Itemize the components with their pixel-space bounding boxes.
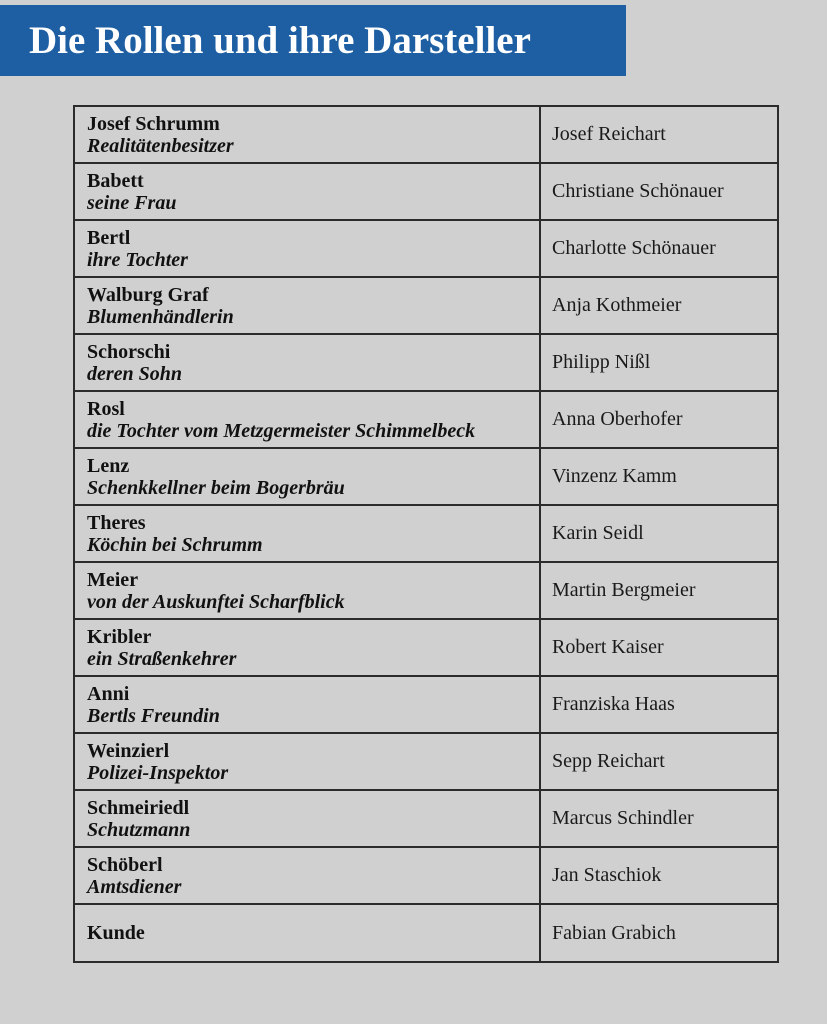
role-cell [74, 562, 540, 619]
actor-cell [540, 505, 778, 562]
role-description: deren Sohn [87, 362, 183, 385]
role-name: Kribler [87, 625, 152, 648]
role-name: Schöberl [87, 853, 163, 876]
actor-cell [540, 562, 778, 619]
actor-name: Marcus Schindler [552, 807, 694, 829]
actor-name: Jan Staschiok [552, 864, 662, 886]
role-description: Polizei-Inspektor [87, 761, 229, 784]
role-description: seine Frau [87, 191, 177, 214]
role-name: Schmeiriedl [87, 796, 190, 819]
role-description: Amtsdiener [87, 875, 182, 898]
actor-cell [540, 904, 778, 962]
role-name: Schorschi [87, 340, 171, 363]
actor-name: Christiane Schönauer [552, 180, 724, 202]
table-row [74, 619, 778, 676]
role-name: Bertl [87, 226, 131, 249]
actor-cell [540, 163, 778, 220]
role-cell [74, 619, 540, 676]
table-row [74, 676, 778, 733]
actor-cell [540, 220, 778, 277]
actor-name: Sepp Reichart [552, 750, 665, 772]
role-description: von der Auskunftei Scharfblick [87, 590, 345, 613]
role-cell [74, 448, 540, 505]
role-cell [74, 391, 540, 448]
cast-table [73, 105, 779, 963]
table-row [74, 790, 778, 847]
actor-cell [540, 847, 778, 904]
table-row [74, 106, 778, 163]
role-description: die Tochter vom Metzgermeister Schimmelbeck [87, 419, 476, 442]
table-row [74, 391, 778, 448]
role-cell [74, 505, 540, 562]
table-row [74, 904, 778, 962]
role-name: Rosl [87, 397, 125, 420]
page-title: Die Rollen und ihre Darsteller [29, 19, 531, 62]
role-cell [74, 733, 540, 790]
role-cell [74, 163, 540, 220]
actor-name: Robert Kaiser [552, 636, 664, 658]
role-cell [74, 676, 540, 733]
table-row [74, 505, 778, 562]
role-name: Lenz [87, 454, 130, 477]
actor-cell [540, 676, 778, 733]
actor-cell [540, 448, 778, 505]
role-description: Köchin bei Schrumm [87, 533, 263, 556]
role-cell [74, 904, 540, 962]
role-name: Meier [87, 568, 139, 591]
table-row [74, 847, 778, 904]
role-description: ein Straßenkehrer [87, 647, 237, 670]
role-description: Realitätenbesitzer [87, 134, 234, 157]
actor-name: Josef Reichart [552, 123, 666, 145]
title-banner [0, 5, 626, 76]
cast-table-body [74, 106, 778, 962]
role-name: Babett [87, 169, 144, 192]
role-name: Anni [87, 682, 130, 705]
role-name: Josef Schrumm [87, 112, 220, 135]
role-description: Schenkkellner beim Bogerbräu [87, 476, 345, 499]
role-cell [74, 847, 540, 904]
actor-cell [540, 334, 778, 391]
actor-cell [540, 790, 778, 847]
table-row [74, 220, 778, 277]
role-name: Walburg Graf [87, 283, 209, 306]
role-cell [74, 334, 540, 391]
role-description: Bertls Freundin [87, 704, 220, 727]
role-cell [74, 220, 540, 277]
actor-name: Anna Oberhofer [552, 408, 683, 430]
actor-name: Franziska Haas [552, 693, 675, 715]
actor-cell [540, 733, 778, 790]
role-cell [74, 277, 540, 334]
actor-cell [540, 391, 778, 448]
role-description: ihre Tochter [87, 248, 188, 271]
actor-name: Vinzenz Kamm [552, 465, 677, 487]
role-description: Schutzmann [87, 818, 191, 841]
table-row [74, 448, 778, 505]
table-row [74, 733, 778, 790]
actor-cell [540, 106, 778, 163]
role-name: Kunde [87, 922, 145, 944]
actor-cell [540, 619, 778, 676]
role-name: Weinzierl [87, 739, 170, 762]
actor-cell [540, 277, 778, 334]
actor-name: Philipp Nißl [552, 351, 651, 373]
role-name: Theres [87, 511, 146, 534]
table-row [74, 277, 778, 334]
table-row [74, 163, 778, 220]
table-row [74, 562, 778, 619]
actor-name: Charlotte Schönauer [552, 237, 716, 259]
role-cell [74, 790, 540, 847]
table-row [74, 334, 778, 391]
role-cell [74, 106, 540, 163]
actor-name: Martin Bergmeier [552, 579, 696, 601]
actor-name: Anja Kothmeier [552, 294, 682, 316]
role-description: Blumenhändlerin [87, 305, 234, 328]
actor-name: Karin Seidl [552, 522, 644, 544]
actor-name: Fabian Grabich [552, 921, 676, 944]
